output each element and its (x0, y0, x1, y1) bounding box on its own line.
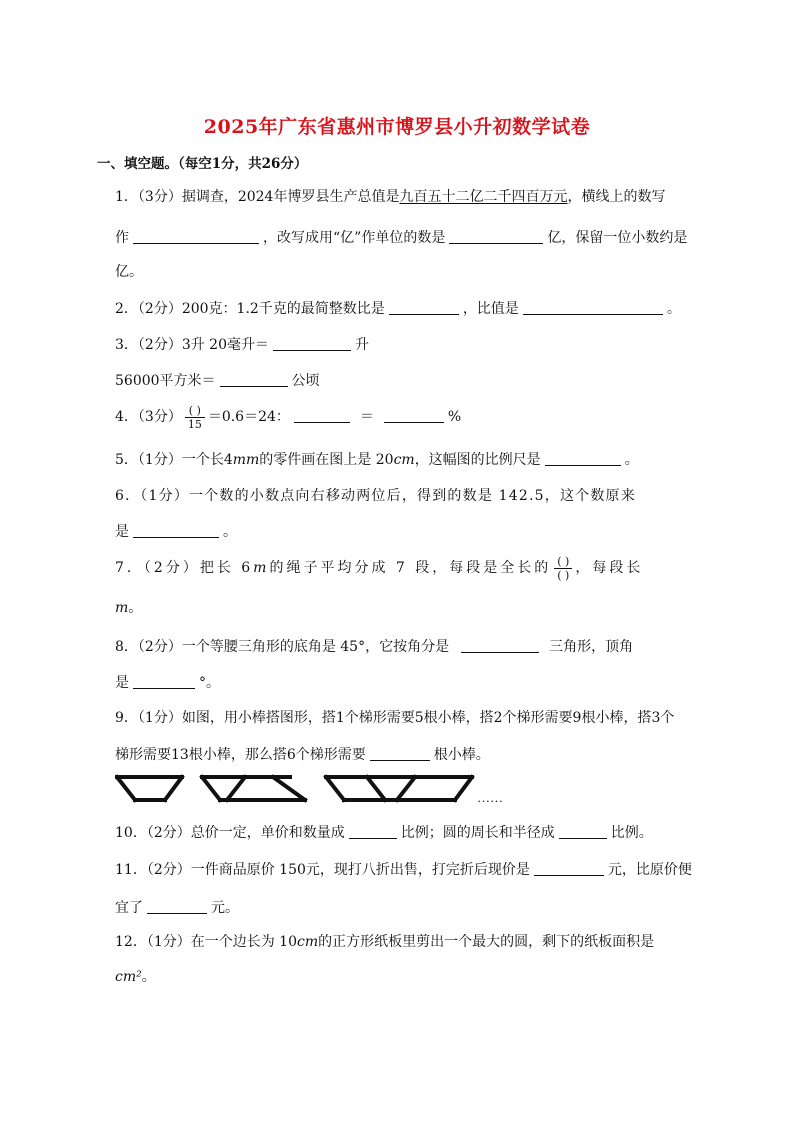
q7-text-b: 的绳子平均分成 7 段，每段是全长的 (269, 560, 552, 576)
q11-text-b: 元，比原价便 (607, 862, 692, 878)
q11-blank-1[interactable] (534, 860, 604, 876)
sticks-ellipsis: …… (477, 790, 503, 805)
q3-text-d: 公顷 (291, 373, 320, 389)
q12-unit-cm2: cm² (115, 969, 142, 985)
q5-line (115, 450, 639, 469)
q1-text-f: 亿。 (115, 264, 143, 280)
sticks-1-trapezoid (117, 777, 182, 800)
q7-unit-m: m (253, 560, 270, 576)
q1-line1 (115, 188, 665, 206)
q10-line (115, 823, 653, 842)
q9-line1 (115, 709, 674, 727)
q8-blank-2[interactable] (133, 673, 195, 689)
q3-line1 (115, 335, 369, 354)
q11-blank-2[interactable] (147, 898, 207, 914)
q4-text-c: ＝ (359, 409, 374, 425)
q6-line1 (115, 487, 636, 505)
q7-text-d: 。 (128, 600, 143, 616)
q1-underlined-number: 九百五十二亿二千四百万元 (399, 189, 568, 205)
q7-unit-m-2: m (115, 600, 129, 616)
q8-text-a: 8．（2分）一个等腰三角形的底角是 45°，它按角分是 (115, 639, 450, 655)
q4-text-a: 4．（3分） (115, 409, 182, 425)
q12-text-b: 的正方形纸板里剪出一个最大的圆，剩下的纸板面积是 (318, 934, 655, 950)
q6-text-a: 6．（1分）一个数的小数点向右移动两位后，得到的数是 142.5，这个数原来 (115, 488, 636, 504)
q2-blank-2[interactable] (523, 299, 663, 315)
q3-blank-1[interactable] (273, 335, 351, 351)
section-heading: 一、填空题。（每空1分，共26分） (97, 156, 308, 172)
trapezoid-sticks-diagram (115, 772, 515, 806)
q7-fraction-denominator[interactable]: ( ) (557, 568, 570, 582)
q4-blank-1[interactable] (294, 407, 350, 423)
q3-text-c: 56000平方米＝ (115, 373, 216, 389)
q1-blank-2[interactable] (449, 228, 543, 244)
q4-fraction-denominator: 15 (187, 417, 202, 431)
q3-blank-2[interactable] (220, 371, 288, 387)
q2-line (115, 299, 681, 318)
q4-text-d: % (447, 409, 462, 425)
q7-text-c: ，每段长 (575, 560, 644, 576)
q7-text-a: 7．（2分）把长 6 (115, 560, 254, 576)
q4-blank-2[interactable] (384, 407, 444, 423)
q4-text-b: ＝0.6＝24： (207, 409, 290, 425)
q10-text-b: 比例；圆的周长和半径成 (400, 825, 555, 841)
q9-text-a: 9．（1分）如图，用小棒搭图形，搭1个梯形需要5根小棒，搭2个梯形需要9根小棒，搭3个 (115, 710, 675, 726)
q2-text-c: 。 (666, 301, 681, 317)
q9-text-b: 梯形需要13根小棒，那么搭6个梯形需要 (115, 747, 366, 763)
q10-blank-1[interactable] (349, 823, 397, 839)
q2-text-b: ，比值是 (462, 301, 519, 317)
q9-text-c: 根小棒。 (433, 747, 490, 763)
q4-fraction-numerator[interactable]: ( ) (185, 404, 205, 418)
q1-blank-1[interactable] (133, 228, 259, 244)
q5-text-b: 的零件画在图上是 20 (259, 452, 394, 468)
q5-text-c: ，这幅图的比例尺是 (414, 452, 541, 468)
q11-text-c: 宜了 (115, 900, 143, 916)
q8-text-c: 是 (115, 675, 129, 691)
sticks-3-trapezoids (326, 777, 472, 800)
q6-line2 (115, 522, 237, 541)
q11-text-d: 元。 (211, 900, 239, 916)
q12-line2 (115, 968, 156, 986)
exam-title: 2025年广东省惠州市博罗县小升初数学试卷 (203, 116, 591, 138)
q12-text-a: 12．（1分）在一个边长为 10 (115, 934, 297, 950)
q1-text-a: 1．（3分）据调查，2024年博罗县生产总值是 (115, 189, 400, 205)
q1-text-b: ，横线上的数写 (567, 189, 666, 205)
q5-unit-cm: cm (393, 452, 415, 468)
q4-fraction (185, 404, 205, 431)
q8-line2 (115, 673, 220, 692)
q2-text-a: 2．（2分）200克：1.2千克的最简整数比是 (115, 301, 385, 317)
q6-text-c: 。 (223, 524, 237, 540)
q8-text-d: °。 (199, 675, 220, 691)
q1-line3 (115, 263, 143, 281)
q1-text-d: ，改写成用“亿”作单位的数是 (263, 230, 446, 246)
q10-blank-2[interactable] (559, 823, 607, 839)
q8-text-b: 三角形，顶角 (549, 639, 634, 655)
q7-line2 (115, 599, 142, 617)
q8-blank-1[interactable] (461, 637, 539, 653)
q12-unit-cm: cm (297, 934, 319, 950)
q12-line1 (115, 933, 654, 951)
q10-text-c: 比例。 (610, 825, 653, 841)
q9-stick-figure (115, 772, 515, 810)
q1-line2 (115, 228, 687, 247)
q1-text-c: 作 (115, 230, 129, 246)
q4-line (115, 402, 461, 432)
q5-text-d: 。 (624, 452, 639, 468)
q1-text-e: 亿，保留一位小数约是 (547, 230, 688, 246)
q3-text-b: 升 (355, 337, 369, 353)
q12-text-c: 。 (141, 969, 156, 985)
q7-line1 (115, 553, 643, 583)
q9-line2 (115, 745, 490, 764)
q3-text-a: 3．（2分）3升 20毫升＝ (115, 337, 269, 353)
q2-blank-1[interactable] (389, 299, 459, 315)
q8-line1 (115, 637, 633, 656)
q6-text-b: 是 (115, 524, 129, 540)
q5-text-a: 5．（1分）一个长4 (115, 452, 233, 468)
q7-fraction-numerator[interactable]: ( ) (554, 555, 572, 569)
q11-line2 (115, 898, 239, 917)
q9-blank[interactable] (370, 745, 430, 761)
q5-unit-mm: mm (232, 452, 260, 468)
sticks-2-trapezoids (202, 777, 305, 800)
q11-line1 (115, 860, 692, 879)
q7-fraction (554, 555, 572, 582)
q6-blank[interactable] (133, 522, 219, 538)
q11-text-a: 11．（2分）一件商品原价 150元，现打八折出售，打完折后现价是 (115, 862, 530, 878)
q3-line2 (115, 371, 320, 390)
q10-text-a: 10．（2分）总价一定，单价和数量成 (115, 825, 345, 841)
q5-blank[interactable] (545, 450, 621, 466)
